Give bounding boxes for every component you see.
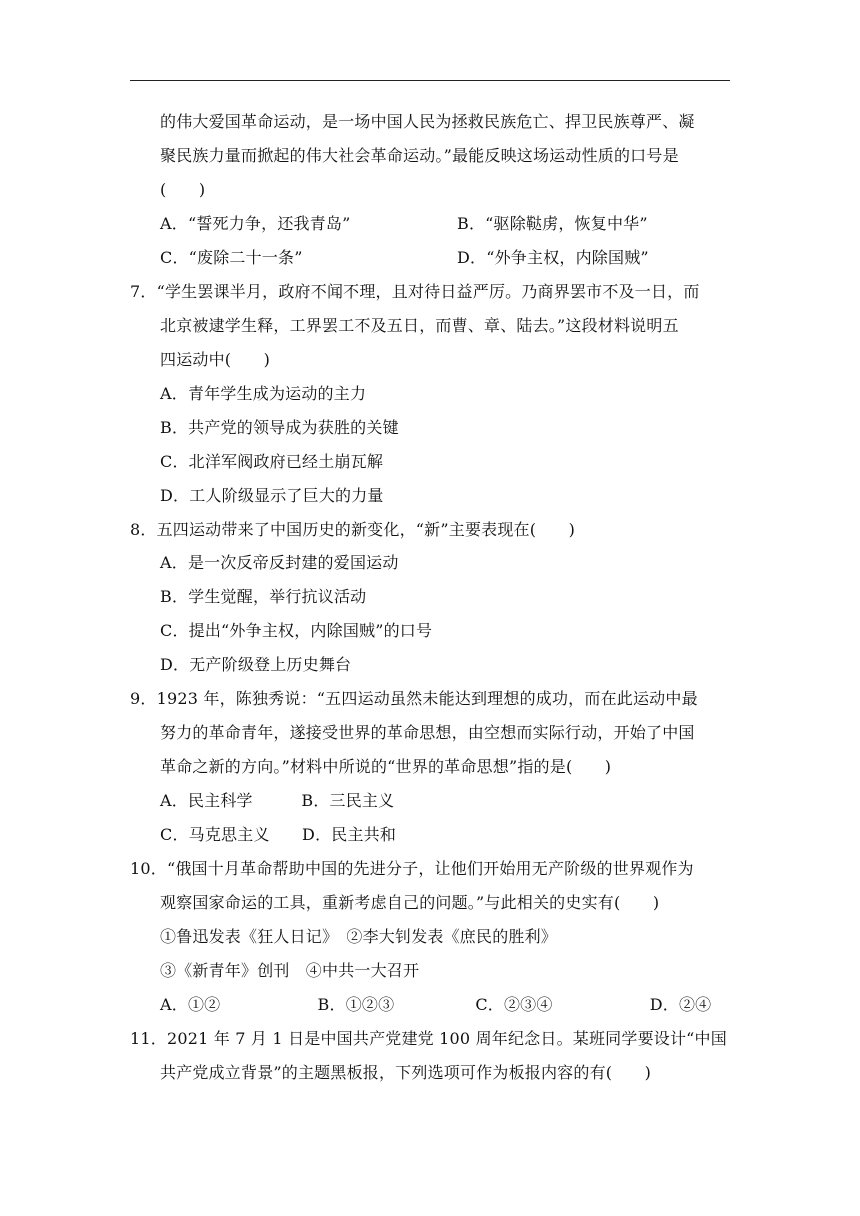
q6-option-c: C．“废除二十一条” xyxy=(160,248,303,267)
q10-stem-line-1: 10．“俄国十月革命帮助中国的先进分子，让他们开始用无产阶级的世界观作为 xyxy=(130,859,694,878)
q7-stem-line-2: 北京被逮学生释，工界罢工不及五日，而曹、章、陆去。”这段材料说明五 xyxy=(160,316,679,335)
q8-option-a: A．是一次反帝反封建的爱国运动 xyxy=(160,553,399,572)
header-rule xyxy=(130,80,730,81)
q7-option-a: A．青年学生成为运动的主力 xyxy=(160,384,367,403)
q6-stem-line-3: ( ) xyxy=(160,180,206,199)
q10-items-row-1: ①鲁迅发表《狂人日记》 ②李大钊发表《庶民的胜利》 xyxy=(160,927,558,946)
q7-stem-line-1: 7．“学生罢课半月，政府不闻不理，且对待日益严厉。乃商界罢市不及一日，而 xyxy=(130,282,700,301)
q10-stem-line-2: 观察国家命运的工具，重新考虑自己的问题。”与此相关的史实有( ) xyxy=(160,893,660,912)
q11-stem-line-1: 11．2021 年 7 月 1 日是中国共产党建党 100 周年纪念日。某班同学要设计“中国 xyxy=(130,1029,727,1048)
q9-options-row-1: A．民主科学 B．三民主义 xyxy=(160,791,395,810)
q6-stem-line-2: 聚民族力量而掀起的伟大社会革命运动。”最能反映这场运动性质的口号是 xyxy=(160,146,679,165)
q8-option-b: B．学生觉醒，举行抗议活动 xyxy=(160,587,367,606)
q6-option-a: A．“誓死力争，还我青岛” xyxy=(160,214,351,233)
q7-option-b: B．共产党的领导成为获胜的关键 xyxy=(160,418,399,437)
q6-stem-line-1: 的伟大爱国革命运动，是一场中国人民为拯救民族危亡、捍卫民族尊严、凝 xyxy=(160,112,695,131)
q8-option-c: C．提出“外争主权，内除国贼”的口号 xyxy=(160,621,433,640)
q9-stem-line-1: 9．1923 年，陈独秀说：“五四运动虽然未能达到理想的成功，而在此运动中最 xyxy=(130,689,698,708)
q10-items-row-2: ③《新青年》创刊 ④中共一大召开 xyxy=(160,961,420,980)
q9-stem-line-2: 努力的革命青年，遂接受世界的革命思想，由空想而实际行动，开始了中国 xyxy=(160,723,695,742)
q7-option-d: D．工人阶级显示了巨大的力量 xyxy=(160,486,384,505)
q6-option-d: D．“外争主权，内除国贼” xyxy=(457,248,649,267)
q9-options-row-2: C．马克思主义 D．民主共和 xyxy=(160,825,397,844)
q8-option-d: D．无产阶级登上历史舞台 xyxy=(160,655,352,674)
q11-stem-line-2: 共产党成立背景”的主题黑板报，下列选项可作为板报内容的有( ) xyxy=(160,1063,652,1082)
q7-stem-line-3: 四运动中( ) xyxy=(160,350,271,369)
q7-option-c: C．北洋军阀政府已经土崩瓦解 xyxy=(160,452,384,471)
q6-option-b: B．“驱除鞑虏，恢复中华” xyxy=(457,214,648,233)
q8-stem-line-1: 8．五四运动带来了中国历史的新变化，“新”主要表现在( ) xyxy=(130,520,576,539)
q9-stem-line-3: 革命之新的方向。”材料中所说的“世界的革命思想”指的是( ) xyxy=(160,757,612,776)
q10-options-row: A．①② B．①②③ C．②③④ D．②④ xyxy=(160,995,712,1014)
